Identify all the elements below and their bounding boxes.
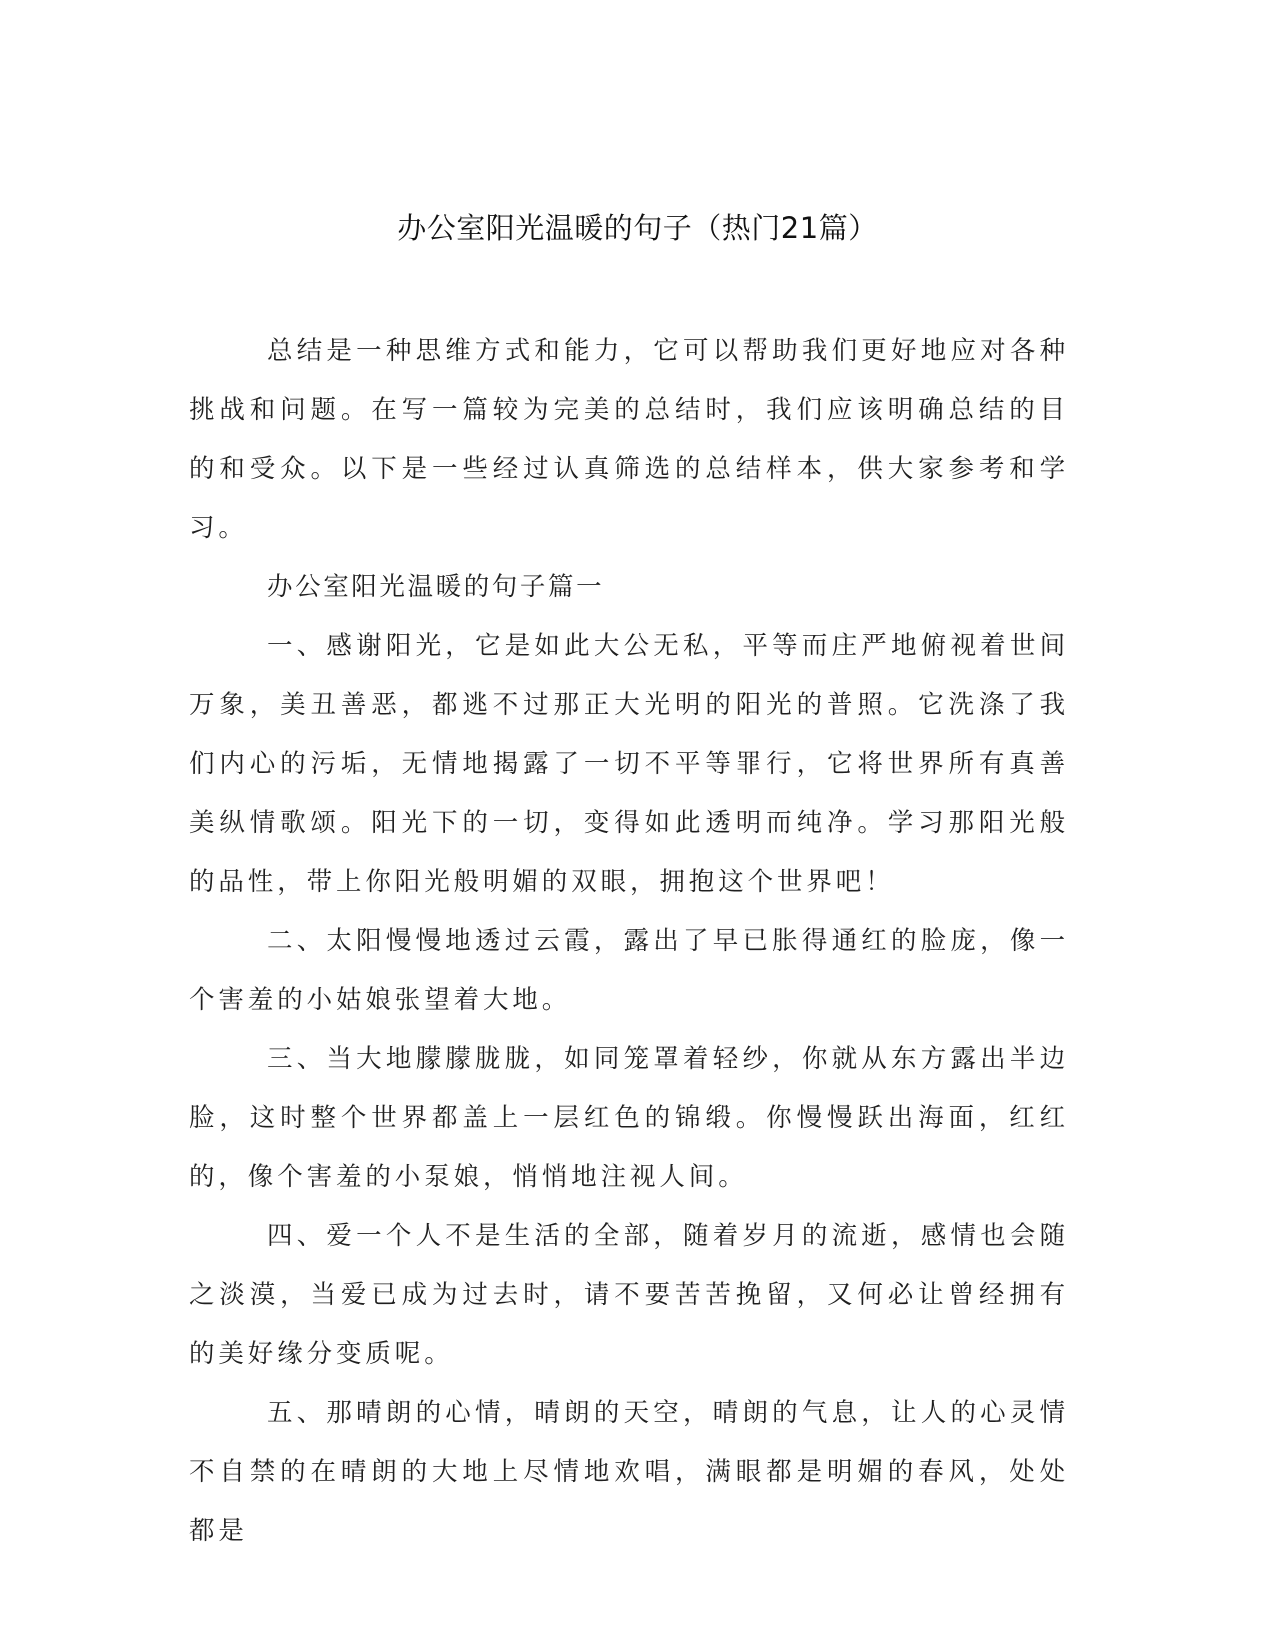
sentence-paragraph-4: 四、爱一个人不是生活的全部，随着岁月的流逝，感情也会随之淡漠，当爱已成为过去时，请不要苦苦挽留，又何必让曾经拥有的美好缘分变质呢。 xyxy=(189,1221,1069,1369)
intro-paragraph: 总结是一种思维方式和能力，它可以帮助我们更好地应对各种挑战和问题。在写一篇较为完美的总结时，我们应该明确总结的目的和受众。以下是一些经过认真筛选的总结样本，供大家参考和学习。 xyxy=(189,336,1069,543)
document-title: 办公室阳光温暖的句子（热门21篇） xyxy=(397,211,878,245)
section-heading: 办公室阳光温暖的句子篇一 xyxy=(267,572,605,602)
sentence-paragraph-3: 三、当大地朦朦胧胧，如同笼罩着轻纱，你就从东方露出半边脸，这时整个世界都盖上一层红色的锦缎。你慢慢跃出海面，红红的，像个害羞的小泵娘，悄悄地注视人间。 xyxy=(189,1044,1069,1192)
sentence-paragraph-5: 五、那晴朗的心情，晴朗的天空，晴朗的气息，让人的心灵情不自禁的在晴朗的大地上尽情地欢唱，满眼都是明媚的春风，处处都是 xyxy=(189,1398,1069,1546)
document-body xyxy=(189,322,1069,1561)
sentence-paragraph-1: 一、感谢阳光，它是如此大公无私，平等而庄严地俯视着世间万象，美丑善恶，都逃不过那正大光明的阳光的普照。它洗涤了我们内心的污垢，无情地揭露了一切不平等罪行，它将世界所有真善美纵情歌颂。阳光下的一切，变得如此透明而纯净。学习那阳光般的品性，带上你阳光般明媚的双眼，拥抱这个世界吧！ xyxy=(189,631,1069,897)
sentence-paragraph-2: 二、太阳慢慢地透过云霞，露出了早已胀得通红的脸庞，像一个害羞的小姑娘张望着大地。 xyxy=(189,926,1069,1015)
